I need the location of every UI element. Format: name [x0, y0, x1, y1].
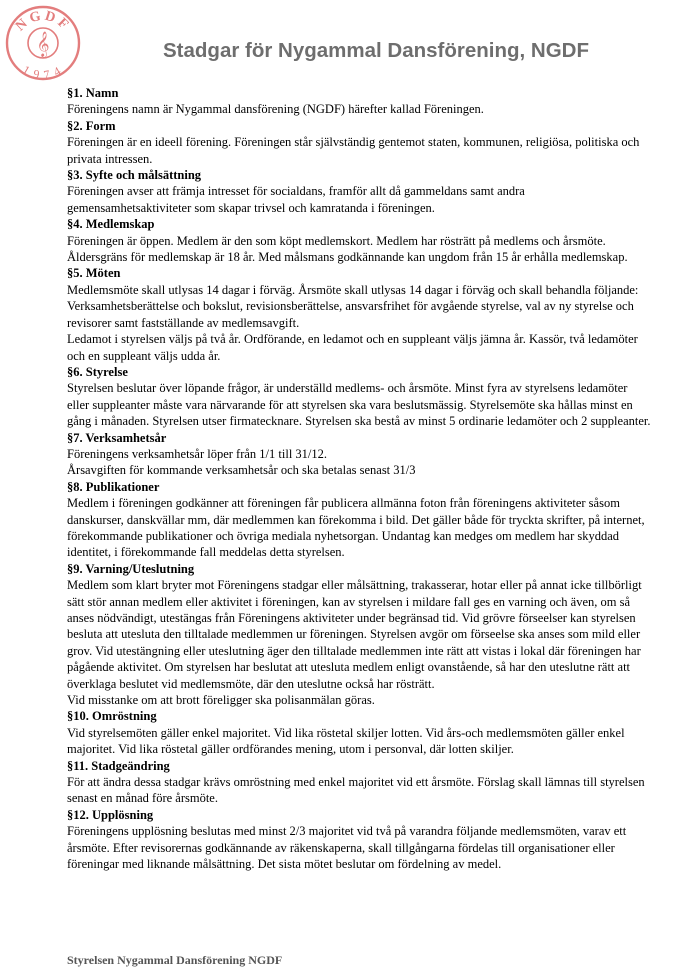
paragraph-line: pågående aktivitet. Om styrelsen har beslutat att utesluta medlem enligt ovanstående, så har den uteslutne rätt att — [67, 660, 631, 675]
paragraph-line: överklaga beslutet vid medlemsmöte, där den uteslutne också har rösträtt. — [67, 676, 435, 691]
section-paragraph — [67, 446, 680, 462]
paragraph-line: privata intressen. — [67, 151, 153, 166]
section-paragraph — [67, 183, 680, 216]
paragraph-line: anses nödvändigt, utestängas från Föreningens aktiviteter under begränsad tid. Vid grövre förseelser kan styrelsen — [67, 611, 636, 625]
paragraph-line: Föreningens verksamhetsår löper från 1/1 till 31/12. — [67, 446, 328, 461]
paragraph-line: grov. Vid utestängning eller uteslutning äger den tilltalade medlemmen inte rätt att vistas i lokal där föreningen har — [67, 643, 641, 658]
section-heading: §4. Medlemskap — [67, 217, 155, 232]
statute-section — [67, 167, 680, 216]
logo-top-text: NGDF — [13, 8, 74, 35]
paragraph-line: förekommande publikationer och övriga mediala nyhetsorgan. Undantag kan medges om medlem har skyddad — [67, 528, 620, 543]
statute-section — [67, 364, 680, 430]
paragraph-line: gemensamhetsaktiviteter som skapar trivsel och kamratanda i föreningen. — [67, 200, 435, 215]
section-paragraph — [67, 823, 680, 872]
logo-clef-icon: 𝄞 — [36, 32, 50, 57]
paragraph-line: Föreningen är öppen. Medlem är den som köpt medlemskort. Medlem har rösträtt på medlems och årsmöte. — [67, 233, 606, 248]
paragraph-line: Vid misstanke om att brott föreligger ska polisanmälan göras. — [67, 693, 375, 708]
paragraph-line: Medlem i föreningen godkänner att föreningen får publicera allmänna foton från föreningens aktiviteter såsom — [67, 496, 620, 511]
statute-section — [67, 479, 680, 561]
section-heading: §6. Styrelse — [67, 364, 128, 379]
statute-section — [67, 430, 680, 479]
section-heading: §3. Syfte och målsättning — [67, 168, 202, 183]
paragraph-line: besluta att utesluta den tilltalade medlemmen ur föreningen. Styrelsen avgör om förseelse ska anses som mild eller — [67, 627, 641, 642]
statute-section — [67, 118, 680, 167]
paragraph-line: Årsavgiften för kommande verksamhetsår och ska betalas senast 31/3 — [67, 463, 416, 478]
statutes-body — [67, 85, 680, 873]
document-footer: Styrelsen Nygammal Dansförening NGDF — [67, 953, 283, 967]
paragraph-line: sätt stör annan medlem eller aktivitet i föreningen, kan av styrelsen i mildare fall ges en varning och även, om så — [67, 594, 631, 609]
paragraph-line: identitet, i förekommande fall meddelas detta styrelsen. — [67, 545, 345, 560]
section-paragraph — [67, 462, 680, 478]
paragraph-line: Medlem som klart bryter mot Föreningens stadgar eller målsättning, trakasserar, hotar eller på annat icke tillbörligt — [67, 578, 642, 593]
paragraph-line: eller suppleanter måste vara närvarande för att styrelsen ska vara beslutsmässig. Styrelsemöte ska hållas minst en — [67, 397, 633, 412]
paragraph-line: Föreningens namn är Nygammal dansförening (NGDF) härefter kallad Föreningen. — [67, 102, 484, 117]
paragraph-line: För att ändra dessa stadgar krävs omröstning med enkel majoritet vid ett årsmöte. Förslag skall lämnas till styrelsen — [67, 775, 645, 790]
paragraph-line: Styrelsen beslutar över löpande frågor, är underställd medlems- och årsmöte. Minst fyra av styrelsens ledamöter — [67, 381, 628, 396]
section-heading: §12. Upplösning — [67, 807, 154, 822]
paragraph-line: Ledamot i styrelsen väljs på två år. Ordförande, en ledamot och en suppleant väljs jämna år. Kassör, två ledamöter — [67, 332, 638, 347]
paragraph-line: årsmöte. Efter revisorernas godkännande av räkenskaperna, skall tillgångarna fördelas till organisationer eller — [67, 840, 615, 855]
paragraph-line: senast en månad före årsmöte. — [67, 791, 218, 806]
section-paragraph — [67, 101, 680, 117]
ngdf-logo-stamp — [4, 4, 82, 82]
section-paragraph — [67, 692, 680, 708]
statute-section — [67, 807, 680, 873]
section-heading: §11. Stadgeändring — [67, 758, 170, 773]
paragraph-line: revisorer samt fastställande av medlemsavgift. — [67, 315, 300, 330]
section-heading: §5. Möten — [67, 266, 121, 281]
section-heading: §8. Publikationer — [67, 479, 160, 494]
section-paragraph — [67, 282, 680, 331]
paragraph-line: Vid styrelsemöten gäller enkel majoritet. Vid lika röstetal skiljer lotten. Vid års-och medlemsmöten gäller enkel — [67, 725, 625, 740]
document-title: Stadgar för Nygammal Dansförening, NGDF — [163, 39, 590, 62]
section-heading: §2. Form — [67, 118, 116, 133]
section-heading: §7. Verksamhetsår — [67, 430, 167, 445]
paragraph-line: föreningar med liknande målsättning. Det sista mötet beslutar om fördelning av medel. — [67, 857, 502, 872]
paragraph-line: Åldersgräns för medlemskap är 18 år. Med målsmans godkännande kan ungdom från 15 år erhålla medlemskap. — [67, 250, 628, 265]
section-paragraph — [67, 380, 680, 429]
paragraph-line: danskurser, danskvällar mm, där medlemmen kan förekomma i bild. Det gäller både för tryckta skrifter, på internet, — [67, 512, 645, 527]
paragraph-line: och en suppleant väljs udda år. — [67, 348, 221, 363]
logo-year-text: 1974 — [20, 62, 66, 82]
section-heading: §1. Namn — [67, 86, 119, 100]
statute-section — [67, 758, 680, 807]
section-paragraph — [67, 725, 680, 758]
section-heading: §10. Omröstning — [67, 709, 157, 724]
statute-section — [67, 561, 680, 709]
section-paragraph — [67, 577, 680, 692]
paragraph-line: Medlemsmöte skall utlysas 14 dagar i förväg. Årsmöte skall utlysas 14 dagar i förväg och skall behandla följande: — [67, 282, 639, 297]
paragraph-line: majoritet. Vid lika röstetal gäller ordförandes mening, utom i personval, där lotten skiljer. — [67, 742, 514, 757]
statute-section — [67, 265, 680, 363]
statute-section — [67, 708, 680, 757]
paragraph-line: Föreningen är en ideell förening. Föreningen står självständig gentemot staten, kommunen, religiösa, politiska och — [67, 135, 640, 150]
section-paragraph — [67, 774, 680, 807]
section-paragraph — [67, 233, 680, 266]
section-paragraph — [67, 331, 680, 364]
statute-section — [67, 216, 680, 265]
statute-section — [67, 85, 680, 118]
paragraph-line: Verksamhetsberättelse och bokslut, revisionsberättelse, ansvarsfrihet för avgående styrelse, val av ny styrelse och — [67, 299, 634, 314]
section-paragraph — [67, 495, 680, 561]
paragraph-line: Föreningen avser att främja intresset för socialdans, framför allt då gammeldans samt andra — [67, 184, 525, 199]
section-heading: §9. Varning/Uteslutning — [67, 561, 195, 576]
paragraph-line: Föreningens upplösning beslutas med minst 2/3 majoritet vid två på varandra följande medlemsmöten, varav ett — [67, 824, 627, 839]
section-paragraph — [67, 134, 680, 167]
logo-svg — [4, 4, 82, 82]
paragraph-line: gång i månaden. Styrelsen utser firmatecknare. Styrelsen ska bestå av minst 5 ordinarie ledamöter och 2 suppleanter. — [67, 414, 651, 429]
